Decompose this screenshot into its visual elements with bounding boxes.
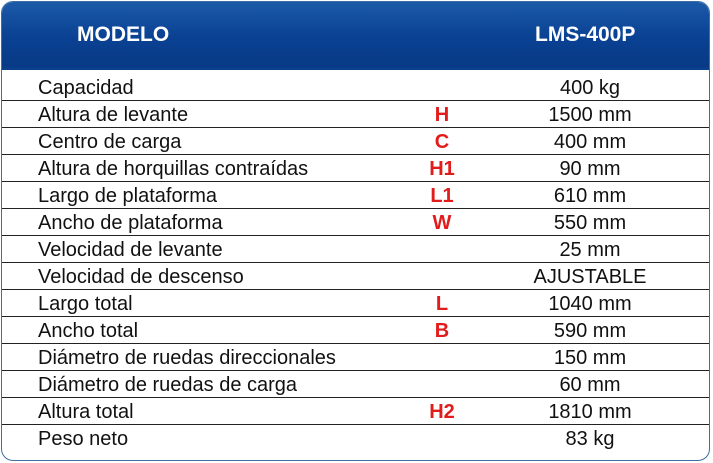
table-row	[2, 209, 709, 236]
spec-label: Velocidad de levante	[38, 239, 223, 261]
spec-label: Ancho total	[38, 320, 139, 342]
spec-value: 1040 mm	[548, 293, 632, 315]
table-row	[2, 182, 709, 209]
spec-value: 550 mm	[553, 212, 627, 234]
spec-label: Largo de plataforma	[38, 185, 218, 207]
model-header-value: LMS-400P	[535, 23, 636, 46]
spec-value: 83 kg	[565, 428, 615, 450]
spec-value: 60 mm	[559, 374, 621, 396]
spec-value: 150 mm	[553, 347, 627, 369]
spec-code: H	[434, 104, 450, 126]
table-row	[2, 344, 709, 371]
spec-label: Diámetro de ruedas direccionales	[38, 347, 336, 369]
spec-code: B	[434, 320, 450, 342]
table-row	[2, 263, 709, 290]
spec-label: Peso neto	[38, 428, 129, 450]
spec-value: 400 mm	[553, 131, 627, 153]
table-row	[2, 317, 709, 344]
spec-code: C	[434, 131, 450, 153]
spec-value: 1810 mm	[548, 401, 632, 423]
spec-code: L	[435, 293, 449, 315]
table-row	[2, 398, 709, 425]
spec-value: 400 kg	[559, 77, 621, 99]
spec-code: W	[432, 212, 452, 234]
spec-label: Ancho de plataforma	[38, 212, 223, 234]
spec-value: 610 mm	[553, 185, 627, 207]
spec-value: 1500 mm	[548, 104, 632, 126]
spec-value: 590 mm	[553, 320, 627, 342]
spec-table	[1, 1, 710, 461]
spec-code: L1	[430, 185, 454, 207]
spec-label: Altura de horquillas contraídas	[38, 158, 309, 180]
spec-label: Velocidad de descenso	[38, 266, 244, 288]
spec-value: 90 mm	[559, 158, 621, 180]
spec-code: H2	[429, 401, 455, 423]
spec-label: Capacidad	[38, 77, 134, 99]
spec-value: AJUSTABLE	[533, 266, 647, 288]
table-row	[2, 101, 709, 128]
table-row	[2, 128, 709, 155]
spec-label: Centro de carga	[38, 131, 182, 153]
table-row	[2, 290, 709, 317]
spec-label: Diámetro de ruedas de carga	[38, 374, 298, 396]
table-row	[2, 74, 709, 101]
spec-label: Altura total	[38, 401, 134, 423]
table-row	[2, 236, 709, 263]
table-row	[2, 155, 709, 182]
spec-value: 25 mm	[559, 239, 621, 261]
model-header-label: MODELO	[77, 23, 170, 46]
spec-code: H1	[429, 158, 455, 180]
table-row	[2, 425, 709, 452]
table-header	[2, 2, 709, 70]
spec-rows	[2, 74, 709, 452]
table-row	[2, 371, 709, 398]
spec-label: Altura de levante	[38, 104, 189, 126]
spec-label: Largo total	[38, 293, 133, 315]
